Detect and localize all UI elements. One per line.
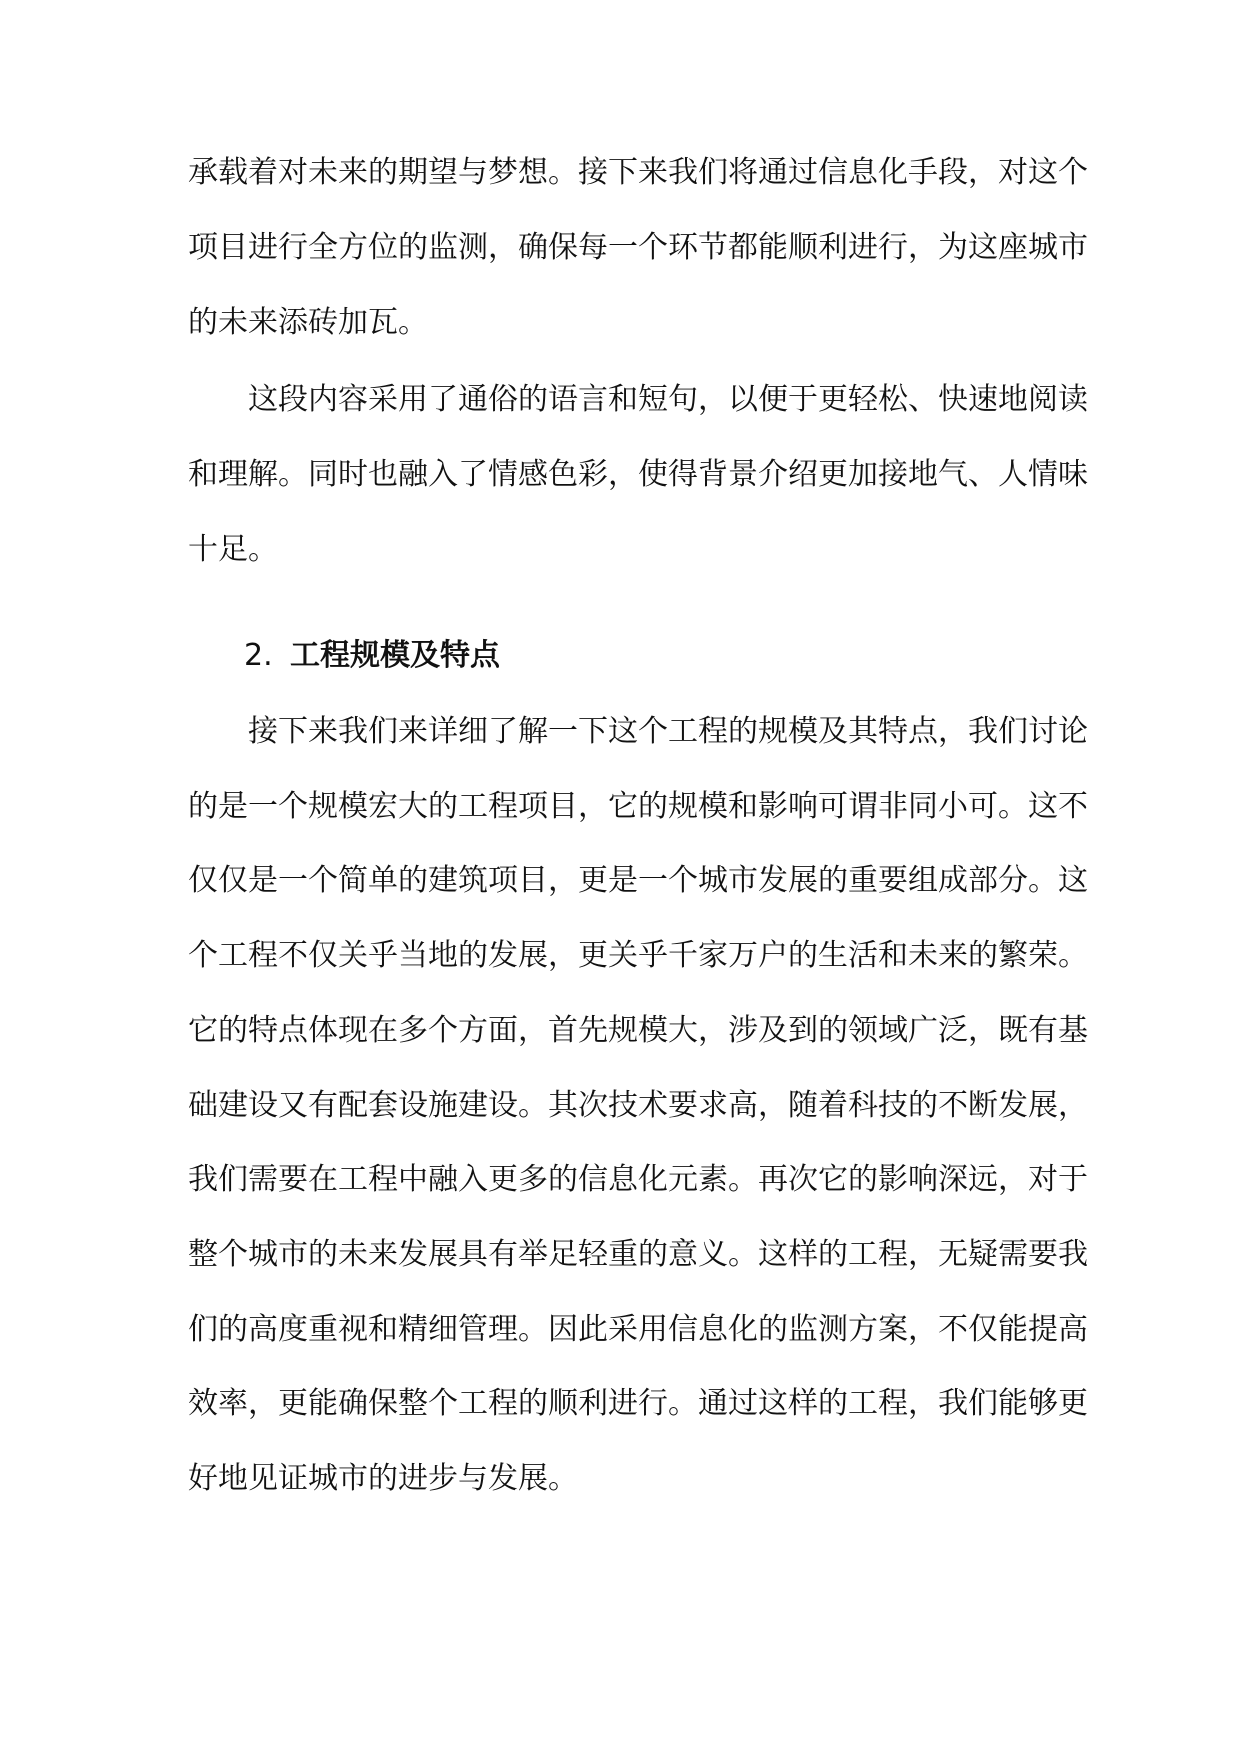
paragraph-line: 的未来添砖加瓦。	[188, 305, 428, 340]
paragraph-line: 整个城市的未来发展具有举足轻重的意义。这样的工程，无疑需要我	[188, 1237, 1088, 1272]
paragraph-line: 效率，更能确保整个工程的顺利进行。通过这样的工程，我们能够更	[188, 1386, 1088, 1421]
paragraph-line: 接下来我们来详细了解一下这个工程的规模及其特点，我们讨论	[188, 714, 1088, 749]
paragraph-line: 们的高度重视和精细管理。因此采用信息化的监测方案，不仅能提高	[188, 1312, 1088, 1347]
paragraph-line: 和理解。同时也融入了情感色彩，使得背景介绍更加接地气、人情味	[188, 457, 1088, 492]
paragraph-line: 项目进行全方位的监测，确保每一个环节都能顺利进行，为这座城市	[188, 230, 1088, 265]
section-title: 工程规模及特点	[290, 638, 500, 673]
paragraph-line: 这段内容采用了通俗的语言和短句，以便于更轻松、快速地阅读	[188, 382, 1088, 417]
paragraph-line: 仅仅是一个简单的建筑项目，更是一个城市发展的重要组成部分。这	[188, 863, 1088, 898]
paragraph-line: 础建设又有配套设施建设。其次技术要求高，随着科技的不断发展，	[188, 1088, 1088, 1123]
section-number: 2.	[244, 638, 273, 673]
paragraph-line: 十足。	[188, 532, 278, 567]
paragraph-line: 个工程不仅关乎当地的发展，更关乎千家万户的生活和未来的繁荣。	[188, 938, 1088, 973]
paragraph-line: 的是一个规模宏大的工程项目，它的规模和影响可谓非同小可。这不	[188, 789, 1088, 824]
paragraph-line: 好地见证城市的进步与发展。	[188, 1461, 578, 1496]
paragraph-line: 它的特点体现在多个方面，首先规模大，涉及到的领域广泛，既有基	[188, 1013, 1088, 1048]
section-heading	[244, 636, 500, 676]
paragraph-line: 承载着对未来的期望与梦想。接下来我们将通过信息化手段，对这个	[188, 155, 1088, 190]
paragraph-line: 我们需要在工程中融入更多的信息化元素。再次它的影响深远，对于	[188, 1162, 1088, 1197]
